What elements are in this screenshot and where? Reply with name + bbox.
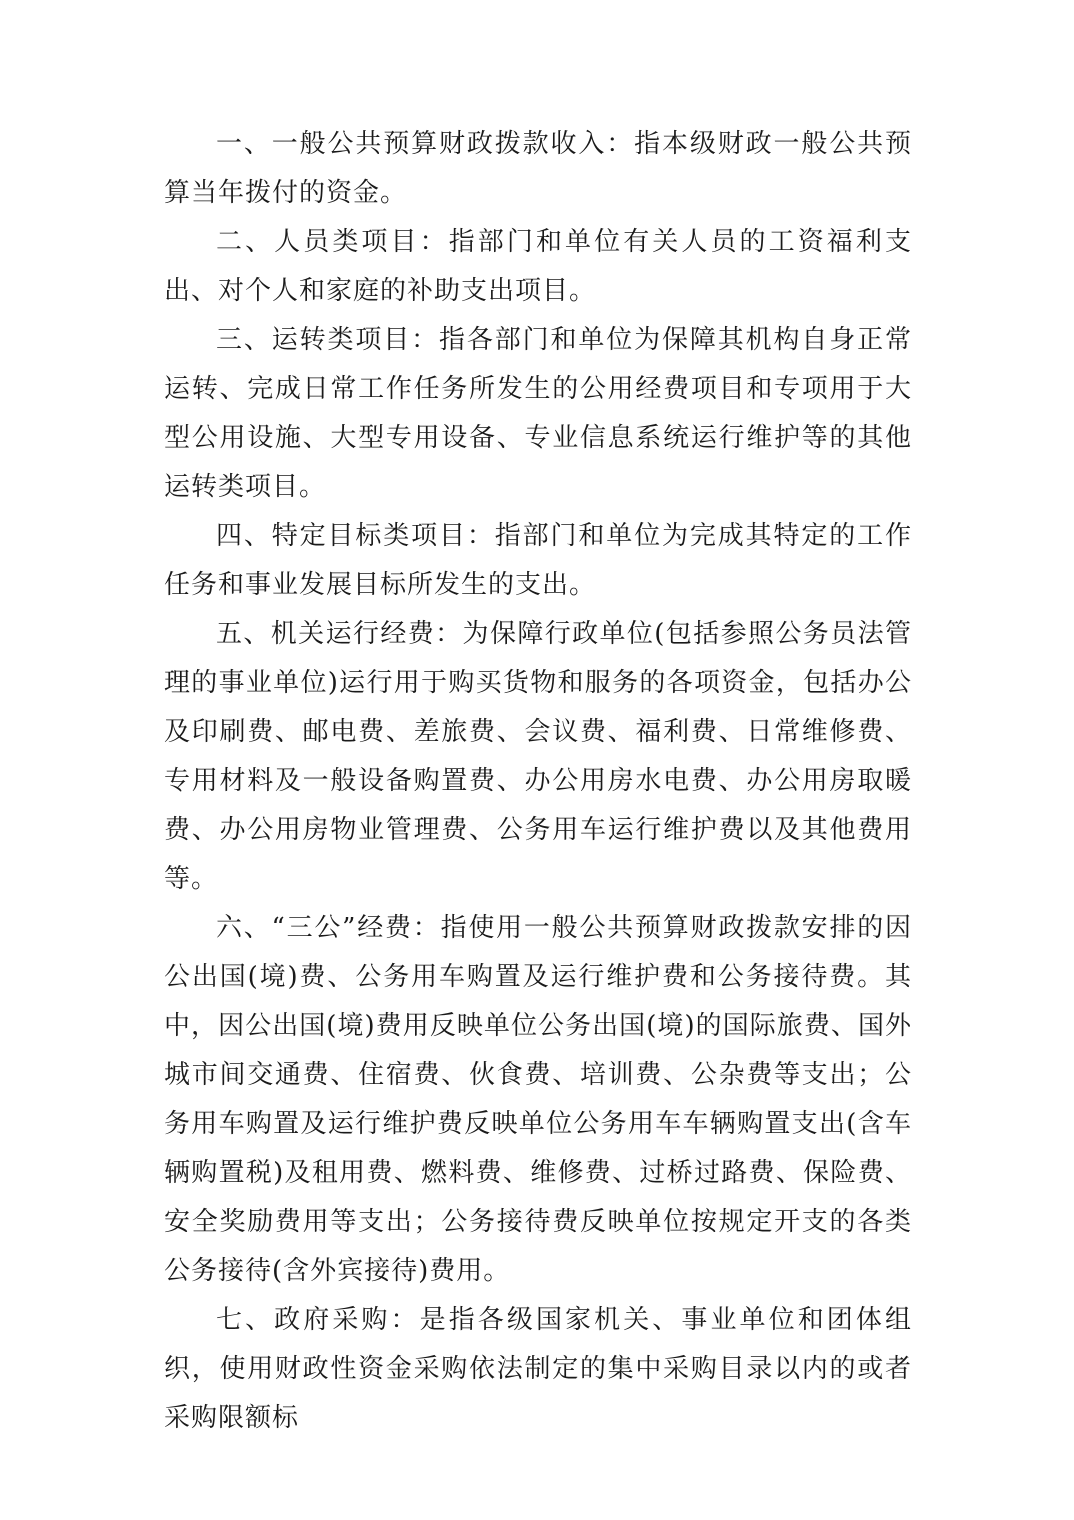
- paragraph-general-budget-revenue: 一、一般公共预算财政拨款收入：指本级财政一般公共预算当年拨付的资金。: [164, 129, 912, 208]
- paragraph-operational-projects: 三、运转类项目：指各部门和单位为保障其机构自身正常运转、完成日常工作任务所发生的公用经费项目和专项用于大型公用设施、大型专用设备、专业信息系统运行维护等的其他运转类项目。: [164, 325, 912, 502]
- paragraph-agency-operating-expenses: 五、机关运行经费：为保障行政单位(包括参照公务员法管理的事业单位)运行用于购买货物和服务的各项资金，包括办公及印刷费、邮电费、差旅费、会议费、福利费、日常维修费、专用材料及一般设备购置费、办公用房水电费、办公用房取暖费、办公用房物业管理费、公务用车运行维护费以及其他费用等。: [164, 619, 912, 894]
- paragraph-three-public-expenses: 六、“三公”经费：指使用一般公共预算财政拨款安排的因公出国(境)费、公务用车购置及运行维护费和公务接待费。其中，因公出国(境)费用反映单位公务出国(境)的国际旅费、国外城市间交通费、住宿费、伙食费、培训费、公杂费等支出；公务用车购置及运行维护费反映单位公务用车车辆购置支出(含车辆购置税)及租用费、燃料费、维修费、过桥过路费、保险费、安全奖励费用等支出；公务接待费反映单位按规定开支的各类公务接待(含外宾接待)费用。: [164, 913, 912, 1286]
- paragraph-specific-target-projects: 四、特定目标类项目：指部门和单位为完成其特定的工作任务和事业发展目标所发生的支出。: [164, 521, 912, 600]
- paragraph-personnel-projects: 二、人员类项目：指部门和单位有关人员的工资福利支出、对个人和家庭的补助支出项目。: [164, 227, 912, 306]
- document-body: [164, 120, 912, 1443]
- paragraph-government-procurement: 七、政府采购：是指各级国家机关、事业单位和团体组织，使用财政性资金采购依法制定的集中采购目录以内的或者采购限额标: [164, 1305, 912, 1433]
